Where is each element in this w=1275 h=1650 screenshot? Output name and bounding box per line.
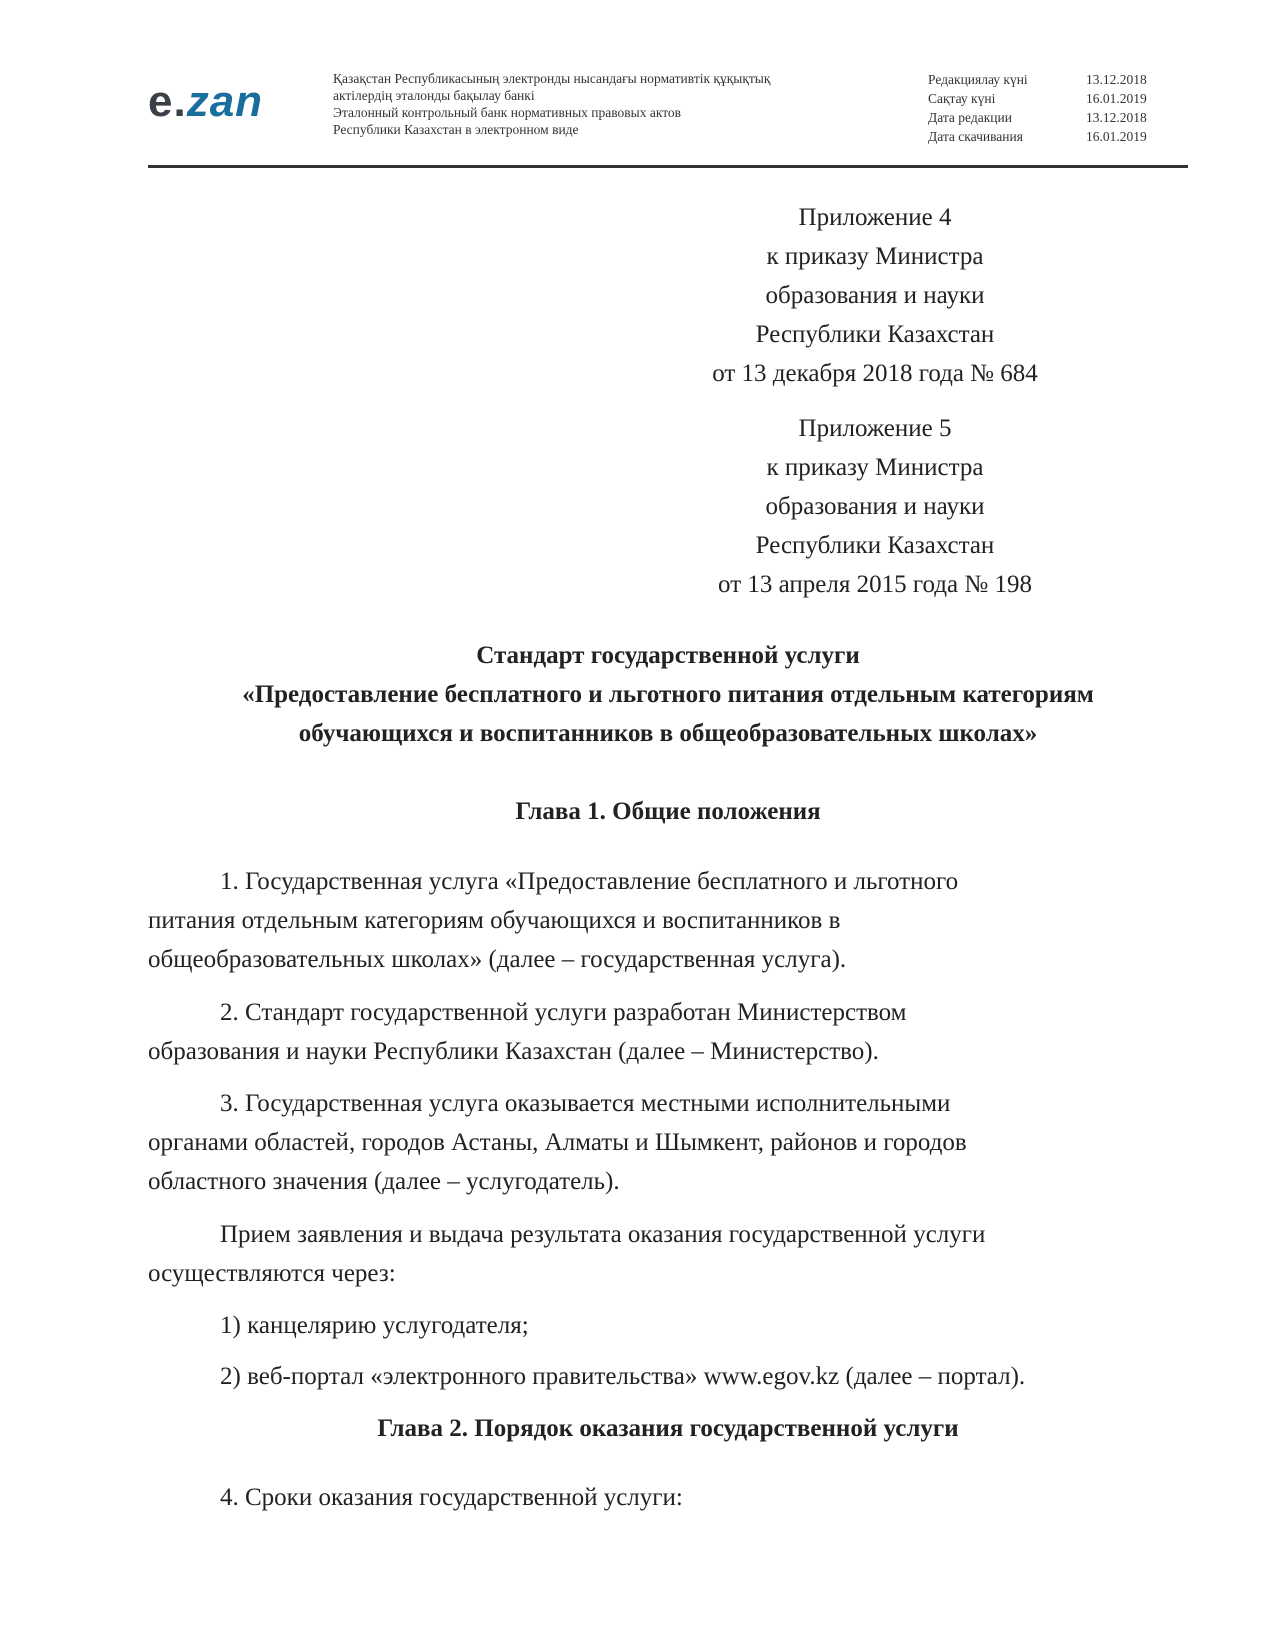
meta-label: Сақтау күні [928, 91, 996, 106]
appendix-line: к приказу Министра [766, 243, 984, 270]
para-line: 4. Сроки оказания государственной услуги: [220, 1484, 683, 1511]
paragraph-3 [148, 1084, 1148, 1201]
appendix-line: от 13 декабря 2018 года № 684 [712, 360, 1038, 387]
meta-value: 13.12.2018 [1086, 72, 1147, 87]
para-line: 1. Государственная услуга «Предоставление бесплатного и льготного [220, 868, 959, 895]
appendix-line: образования и науки [765, 493, 985, 520]
header-meta [928, 70, 1188, 146]
paragraph-7 [148, 1478, 1148, 1517]
ezan-logo[interactable] [148, 77, 264, 126]
logo-zan: zan [186, 77, 264, 126]
meta-label: Дата редакции [928, 110, 1012, 125]
meta-label: Редакциялау күні [928, 72, 1028, 87]
para-line: питания отдельным категориям обучающихся и воспитанников в [148, 907, 841, 934]
meta-value: 16.01.2019 [1086, 129, 1147, 144]
meta-row [928, 89, 1188, 108]
logo-e: e. [148, 77, 187, 126]
chapter-2-heading: Глава 2. Порядок оказания государственной услуги [377, 1415, 959, 1442]
para-line: 3. Государственная услуга оказывается местными исполнительными [220, 1090, 951, 1117]
header-line: актілердің эталонды бақылау банкі [333, 88, 535, 103]
list-item-1 [148, 1306, 1148, 1345]
para-line: 2. Стандарт государственной услуги разработан Министерством [220, 999, 907, 1026]
appendix-line: Приложение 4 [798, 204, 952, 231]
para-line: образования и науки Республики Казахстан (далее – Министерство). [148, 1038, 879, 1065]
title-line: «Предоставление бесплатного и льготного питания отдельным категориям [242, 681, 1094, 708]
appendix-line: от 13 апреля 2015 года № 198 [718, 571, 1032, 598]
header-line: Қазақстан Республикасының электронды нысандағы нормативтік құқықтық [333, 71, 771, 86]
header-divider [148, 165, 1188, 168]
meta-row [928, 108, 1188, 127]
title-line: Стандарт государственной услуги [476, 642, 860, 669]
header-line: Эталонный контрольный банк нормативных правовых актов [333, 105, 682, 120]
header-line: Республики Казахстан в электронном виде [333, 122, 579, 137]
meta-row [928, 70, 1188, 89]
appendix-5-block [650, 409, 1100, 604]
document-title [148, 636, 1188, 753]
meta-value: 13.12.2018 [1086, 110, 1147, 125]
appendix-line: Приложение 5 [798, 415, 952, 442]
para-line: общеобразовательных школах» (далее – государственная услуга). [148, 946, 847, 973]
para-line: 1) канцелярию услугодателя; [220, 1312, 529, 1339]
paragraph-2 [148, 993, 1148, 1071]
para-line: органами областей, городов Астаны, Алматы и Шымкент, районов и городов [148, 1129, 967, 1156]
meta-value: 16.01.2019 [1086, 91, 1147, 106]
paragraph-4 [148, 1215, 1148, 1293]
appendix-line: образования и науки [765, 282, 985, 309]
meta-row [928, 127, 1188, 146]
title-line: обучающихся и воспитанников в общеобразовательных школах» [298, 720, 1038, 747]
header-description [333, 70, 770, 138]
document-header [148, 70, 1188, 168]
appendix-4-block [650, 198, 1100, 393]
list-item-2 [148, 1357, 1148, 1396]
para-line: 2) веб-портал «электронного правительства» www.egov.kz (далее – портал). [220, 1363, 1026, 1390]
paragraph-1 [148, 862, 1148, 979]
para-line: областного значения (далее – услугодатель). [148, 1168, 620, 1195]
para-line: Прием заявления и выдача результата оказания государственной услуги [220, 1221, 986, 1248]
meta-label: Дата скачивания [928, 129, 1023, 144]
appendix-line: Республики Казахстан [755, 321, 995, 348]
chapter-1-heading: Глава 1. Общие положения [515, 798, 821, 825]
appendix-line: Республики Казахстан [755, 532, 995, 559]
appendix-line: к приказу Министра [766, 454, 984, 481]
para-line: осуществляются через: [148, 1260, 396, 1287]
